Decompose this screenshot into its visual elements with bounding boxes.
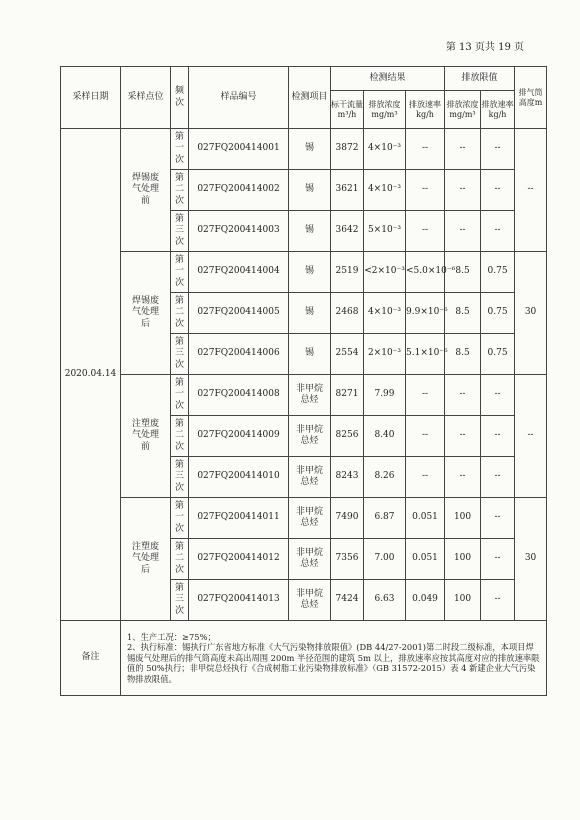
limit-concentration: --: [445, 416, 481, 457]
header-stack: 排气筒高度m: [515, 67, 547, 129]
concentration: 2×10⁻³: [364, 334, 406, 375]
limit-concentration: --: [445, 211, 481, 252]
header-item: 检测项目: [289, 67, 331, 129]
frequency: 第一次: [171, 375, 189, 416]
header-results: 检测结果: [331, 67, 445, 91]
frequency: 第三次: [171, 334, 189, 375]
emission-rate: --: [406, 211, 445, 252]
frequency: 第一次: [171, 252, 189, 293]
limit-concentration: 8.5: [445, 293, 481, 334]
frequency: 第三次: [171, 211, 189, 252]
limit-rate: --: [481, 129, 515, 170]
flow: 8271: [331, 375, 364, 416]
header-limits: 排放限值: [445, 67, 515, 91]
test-item: 非甲烷总烃: [289, 580, 331, 621]
limit-concentration: --: [445, 375, 481, 416]
sampling-point: 焊锡废气处理前: [121, 129, 171, 252]
concentration: <2×10⁻³: [364, 252, 406, 293]
flow: 3642: [331, 211, 364, 252]
frequency: 第二次: [171, 170, 189, 211]
sampling-point: 注塑废气处理后: [121, 498, 171, 621]
emission-rate: 9.9×10⁻⁶: [406, 293, 445, 334]
limit-rate: --: [481, 416, 515, 457]
flow: 2554: [331, 334, 364, 375]
limit-rate: 0.75: [481, 293, 515, 334]
test-item: 锡: [289, 129, 331, 170]
frequency: 第一次: [171, 129, 189, 170]
stack-height: --: [515, 375, 547, 498]
stack-height: --: [515, 129, 547, 252]
header-sample-id: 样品编号: [189, 67, 289, 129]
sample-id: 027FQ200414010: [189, 457, 289, 498]
test-item: 非甲烷总烃: [289, 416, 331, 457]
sample-id: 027FQ200414011: [189, 498, 289, 539]
sample-date: 2020.04.14: [61, 129, 121, 621]
limit-concentration: 8.5: [445, 334, 481, 375]
emission-rate: --: [406, 416, 445, 457]
stack-height: 30: [515, 498, 547, 621]
limit-rate: 0.75: [481, 252, 515, 293]
concentration: 6.87: [364, 498, 406, 539]
test-item: 非甲烷总烃: [289, 498, 331, 539]
concentration: 5×10⁻³: [364, 211, 406, 252]
header-date: 采样日期: [61, 67, 121, 129]
limit-rate: 0.75: [481, 334, 515, 375]
flow: 2468: [331, 293, 364, 334]
flow: 7424: [331, 580, 364, 621]
limit-rate: --: [481, 211, 515, 252]
header-flow: 标干流量m³/h: [331, 91, 364, 129]
header-point: 采样点位: [121, 67, 171, 129]
concentration: 4×10⁻³: [364, 293, 406, 334]
limit-rate: --: [481, 539, 515, 580]
emission-rate: <5.0×10⁻⁶: [406, 252, 445, 293]
concentration: 4×10⁻³: [364, 129, 406, 170]
frequency: 第二次: [171, 293, 189, 334]
test-item: 非甲烷总烃: [289, 375, 331, 416]
flow: 7356: [331, 539, 364, 580]
sampling-point: 注塑废气处理前: [121, 375, 171, 498]
limit-rate: --: [481, 170, 515, 211]
frequency: 第二次: [171, 539, 189, 580]
concentration: 4×10⁻³: [364, 170, 406, 211]
emission-rate: 5.1×10⁻⁶: [406, 334, 445, 375]
stack-height: 30: [515, 252, 547, 375]
limit-rate: --: [481, 457, 515, 498]
notes-line-1: 1、生产工况：≥75%；: [127, 632, 216, 643]
notes-content: [121, 621, 547, 696]
concentration: 6.63: [364, 580, 406, 621]
sample-id: 027FQ200414001: [189, 129, 289, 170]
test-item: 非甲烷总烃: [289, 457, 331, 498]
flow: 8243: [331, 457, 364, 498]
table-row: [61, 252, 547, 293]
flow: 2519: [331, 252, 364, 293]
emission-rate: 0.051: [406, 498, 445, 539]
sample-id: 027FQ200414012: [189, 539, 289, 580]
limit-concentration: 100: [445, 539, 481, 580]
sample-id: 027FQ200414013: [189, 580, 289, 621]
sampling-point: 焊锡废气处理后: [121, 252, 171, 375]
limit-concentration: --: [445, 457, 481, 498]
header-limit-rate: 排放速率kg/h: [481, 91, 515, 129]
limit-rate: --: [481, 375, 515, 416]
sample-id: 027FQ200414003: [189, 211, 289, 252]
header-conc: 排放浓度mg/m³: [364, 91, 406, 129]
emission-rate: --: [406, 129, 445, 170]
test-item: 锡: [289, 293, 331, 334]
page-number: 第 13 页共 19 页: [445, 42, 524, 53]
sample-id: 027FQ200414006: [189, 334, 289, 375]
limit-concentration: 8.5: [445, 252, 481, 293]
limit-concentration: 100: [445, 498, 481, 539]
monitoring-table: [60, 66, 547, 696]
concentration: 7.99: [364, 375, 406, 416]
limit-concentration: 100: [445, 580, 481, 621]
flow: 8256: [331, 416, 364, 457]
flow: 3872: [331, 129, 364, 170]
sample-id: 027FQ200414005: [189, 293, 289, 334]
table-row: [61, 498, 547, 539]
header-rate: 排放速率kg/h: [406, 91, 445, 129]
frequency: 第二次: [171, 416, 189, 457]
flow: 7490: [331, 498, 364, 539]
notes-label: 备注: [61, 621, 121, 696]
test-item: 锡: [289, 211, 331, 252]
concentration: 8.40: [364, 416, 406, 457]
header-freq: 频次: [171, 67, 189, 129]
notes-line-2: 2、执行标准：锡执行广东省地方标准《大气污染物排放限值》(DB 44/27-2001)第二时段二级标准，本项目焊锡废气处理后的排气筒高度未高出周围 200m 半径范围的建筑 5m 以上，排放速率应按其高度对应的排放速率限值的 50%执行；非甲烷总烃执行《合成树脂工业污染物排放标准》（GB 31572-2015）表 4 新建企业大气污染物排放限值。: [127, 642, 540, 684]
sample-id: 027FQ200414002: [189, 170, 289, 211]
test-item: 非甲烷总烃: [289, 539, 331, 580]
frequency: 第三次: [171, 457, 189, 498]
table-row: [61, 375, 547, 416]
concentration: 7.00: [364, 539, 406, 580]
limit-concentration: --: [445, 129, 481, 170]
table-row: [61, 129, 547, 170]
sample-id: 027FQ200414009: [189, 416, 289, 457]
test-item: 锡: [289, 252, 331, 293]
emission-rate: --: [406, 170, 445, 211]
sample-id: 027FQ200414004: [189, 252, 289, 293]
limit-rate: --: [481, 498, 515, 539]
emission-rate: --: [406, 457, 445, 498]
emission-rate: 0.051: [406, 539, 445, 580]
limit-concentration: --: [445, 170, 481, 211]
emission-rate: 0.049: [406, 580, 445, 621]
flow: 3621: [331, 170, 364, 211]
test-item: 锡: [289, 170, 331, 211]
limit-rate: --: [481, 580, 515, 621]
frequency: 第一次: [171, 498, 189, 539]
sample-id: 027FQ200414008: [189, 375, 289, 416]
frequency: 第三次: [171, 580, 189, 621]
emission-rate: --: [406, 375, 445, 416]
header-limit-conc: 排放浓度mg/m³: [445, 91, 481, 129]
concentration: 8.26: [364, 457, 406, 498]
test-item: 锡: [289, 334, 331, 375]
